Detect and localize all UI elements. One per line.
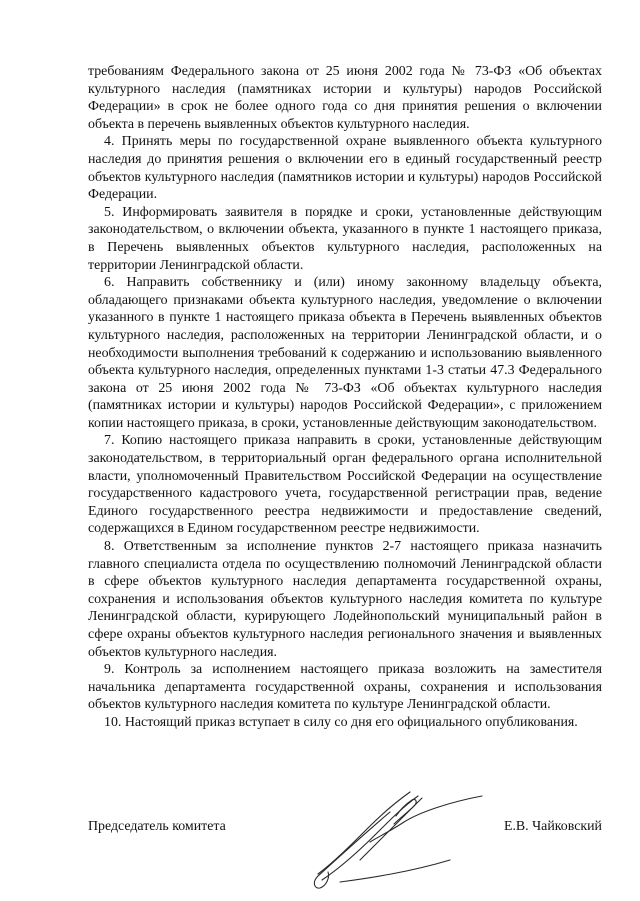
paragraph-10: 10. Настоящий приказ вступает в силу со дня его официального опубликования.	[104, 714, 578, 730]
paragraph-continuation: требованиям Федерального закона от 25 июня 2002 года № 73-ФЗ «Об объектах культурного наследия (памятниках истории и культуры) народов Российской Федерации» в срок не более одного года со дня принятия решения о включении объекта в перечень выявленных объектов культурного наследия.	[88, 64, 602, 132]
signatory-name: Е.В. Чайковский	[503, 819, 602, 834]
paragraph-6: 6. Направить собственнику и (или) иному законному владельцу объекта, обладающего признаками объекта культурного наследия, уведомление о включении указанного в пункте 1 настоящего приказа объекта в Перечень выявленных объектов культурного наследия, расположенных на территории Ленинградской области, и о необходимости выполнения требований к содержанию и использованию выявленного объекта культурного наследия, определенных пунктами 1-3 статьи 47.3 Федерального закона от 25 июня 2002 года № 73-ФЗ «Об объектах культурного наследия (памятниках истории и культуры) народов Российской Федерации», с приложением копии настоящего приказа, в сроки, установленные действующим законодательством.	[88, 275, 602, 431]
paragraph-5: 5. Информировать заявителя в порядке и сроки, установленные действующим законодательством, о включении объекта, указанного в пункте 1 настоящего приказа, в Перечень выявленных объектов культурного наследия, расположенных на территории Ленинградской области.	[88, 204, 602, 273]
paragraph-4: 4. Принять меры по государственной охране выявленного объекта культурного наследия до принятия решения о включении его в единый государственный реестр объектов культурного наследия (памятников истории и культуры) народов Российской Федерации.	[88, 134, 602, 203]
document-body	[88, 63, 602, 732]
paragraph-9: 9. Контроль за исполнением настоящего приказа возложить на заместителя начальника департамента государственной охраны, сохранения и использования объектов культурного наследия комитета по культуре Ленинградской области.	[88, 662, 602, 713]
signature-block	[88, 818, 602, 842]
paragraph-7: 7. Копию настоящего приказа направить в сроки, установленные действующим законодательством, в территориальный орган федерального органа исполнительной власти, уполномоченный Правительством Российской Федерации на осуществление государственного кадастрового учета, государственной регистрации прав, ведение Единого государственного реестра недвижимости и предоставление сведений, содержащихся в Едином государственном реестре недвижимости.	[88, 433, 602, 537]
signatory-title: Председатель комитета	[88, 819, 226, 834]
paragraph-8: 8. Ответственным за исполнение пунктов 2-7 настоящего приказа назначить главного специалиста отдела по осуществлению полномочий Ленинградской области в сфере объектов культурного наследия департамента государственной охраны, сохранения и использования объектов культурного наследия комитета по культуре Ленинградской области, курирующего Лодейнопольский муниципальный район в сфере охраны объектов культурного наследия регионального значения и выявленных объектов культурного наследия.	[88, 539, 602, 660]
